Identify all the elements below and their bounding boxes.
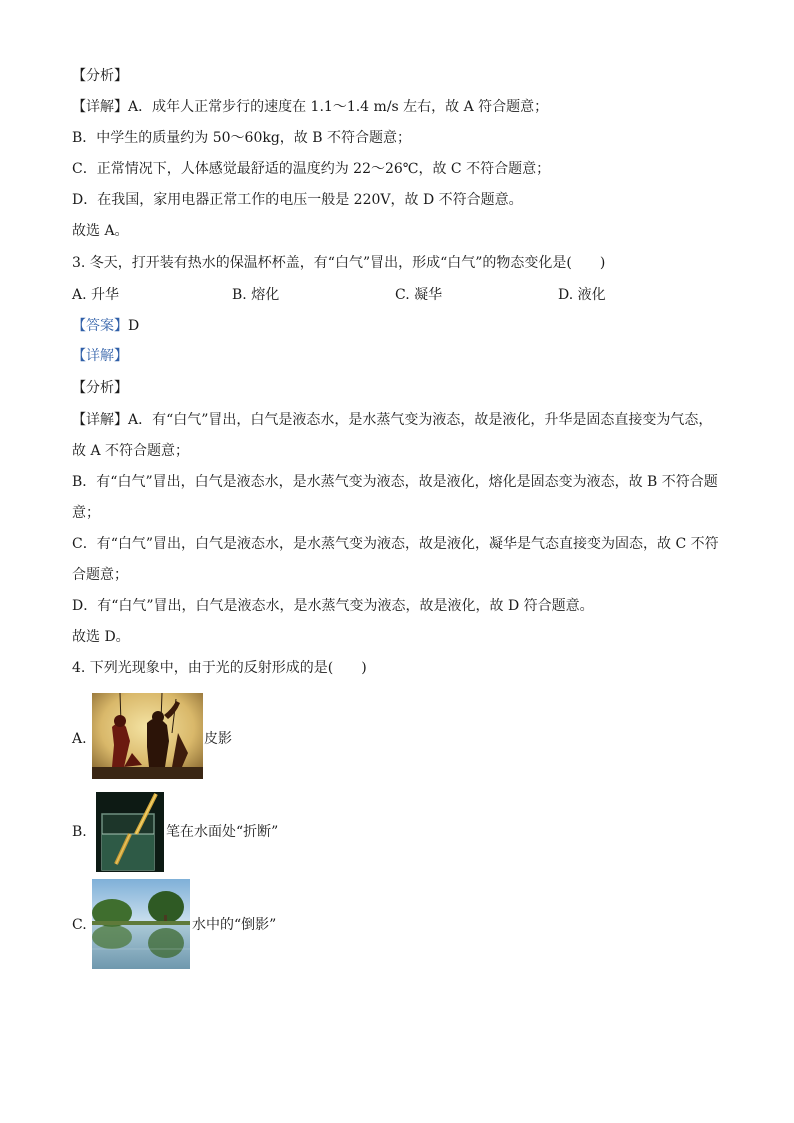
q3-stem: 3. 冬天，打开装有热水的保温杯杯盖，有“白气”冒出，形成“白气”的物态变化是( ) (72, 255, 606, 271)
q2-detail-a: 【详解】A．成年人正常步行的速度在 1.1～1.4 m/s 左右，故 A 符合题意； (72, 99, 549, 115)
q3-answer (72, 316, 139, 336)
q2-analysis-tag: 【分析】 (72, 68, 128, 84)
q3-answer-value: D (128, 318, 140, 334)
q4-option-c-caption: 水中的“倒影” (192, 917, 277, 933)
q2-detail-d: D．在我国，家用电器正常工作的电压一般是 220V，故 D 不符合题意。 (72, 192, 523, 208)
q3-detail-a-line2: 故 A 不符合题意； (72, 443, 190, 459)
q3-detail-b-line2: 意； (72, 505, 100, 521)
q3-detail-tag: 【详解】 (72, 348, 128, 364)
q3-detail-c-line1: C．有“白气”冒出，白气是液态水，是水蒸气变为液态，故是液化，凝华是气态直接变为固态，故 C 不符 (72, 536, 719, 552)
q3-option-a: A. 升华 (72, 287, 120, 303)
q3-option-d: D. 液化 (558, 287, 606, 303)
q4-option-b-letter: B. (72, 824, 87, 840)
q3-detail-d: D．有“白气”冒出，白气是液态水，是水蒸气变为液态，故是液化，故 D 符合题意。 (72, 598, 594, 614)
q3-option-b: B. 熔化 (232, 287, 280, 303)
q4-option-a-caption: 皮影 (204, 731, 232, 747)
q2-detail-c: C．正常情况下，人体感觉最舒适的温度约为 22～26℃，故 C 不符合题意； (72, 161, 551, 177)
q3-answer-tag: 【答案】 (72, 318, 128, 334)
q3-conclusion: 故选 D。 (72, 629, 130, 645)
q4-option-b-caption: 笔在水面处“折断” (166, 824, 279, 840)
q4-stem: 4. 下列光现象中，由于光的反射形成的是( ) (72, 660, 367, 676)
q3-analysis-tag: 【分析】 (72, 380, 128, 396)
q4-option-c-letter: C. (72, 917, 87, 933)
q2-conclusion: 故选 A。 (72, 223, 129, 239)
shadow-puppet-photo (92, 693, 203, 779)
q3-detail-b-line1: B．有“白气”冒出，白气是液态水，是水蒸气变为液态，故是液化，熔化是固态变为液态，故 B 不符合题 (72, 474, 718, 490)
q2-detail-b: B．中学生的质量约为 50～60kg，故 B 不符合题意； (72, 130, 411, 146)
tree-reflection-photo (92, 879, 190, 969)
q3-option-c: C. 凝华 (395, 287, 443, 303)
q4-option-a-letter: A. (72, 731, 87, 747)
pen-in-water-photo (96, 792, 164, 872)
q3-detail-a-line1: 【详解】A．有“白气”冒出，白气是液态水，是水蒸气变为液态，故是液化，升华是固态直接变为气态， (72, 412, 713, 428)
q3-detail-c-line2: 合题意； (72, 567, 128, 583)
